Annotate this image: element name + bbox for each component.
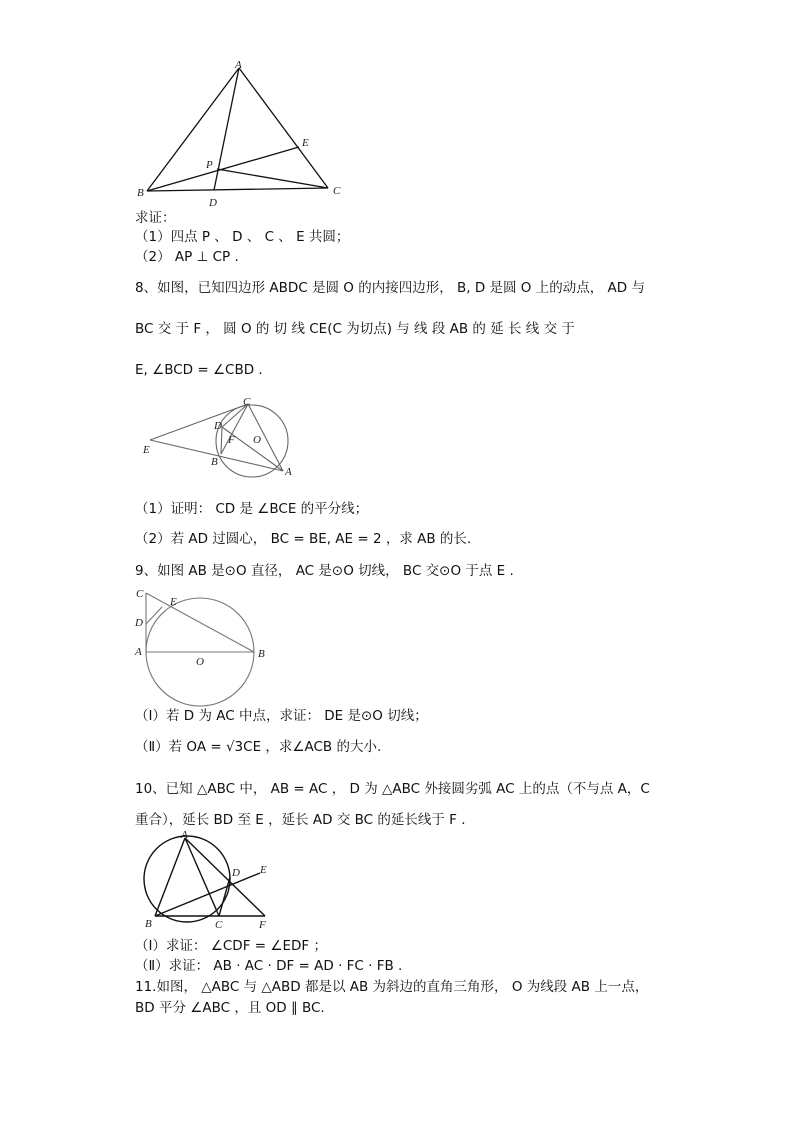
p8-line1: 8、如图，已知四边形 ABDC 是圆 O 的内接四边形， B, D 是圆 O 上的动点， AD 与 [135,280,645,296]
label-A: A [285,466,292,478]
p9-q2: （Ⅱ）若 OA = √3CE ，求∠ACB 的大小. [135,739,382,755]
p10-line1: 10、已知 △ABC 中， AB = AC ， D 为 △ABC 外接圆劣弧 AC 上的点（不与点 A，C [135,781,650,797]
label-B: B [258,648,265,660]
label-E: E [170,596,177,608]
label-A: A [135,646,142,658]
label-D: D [232,867,240,879]
figure-circumcircle-abc [135,829,275,935]
label-E: E [302,137,309,149]
label-D: D [214,420,222,432]
p8-line2: BC 交 于 F ， 圆 O 的 切 线 CE(C 为切点) 与 线 段 AB 的 延 长 线 交 于 [135,321,575,337]
p10-q2: （Ⅱ）求证： AB · AC · DF = AD · FC · FB . [135,958,403,974]
p10-line2: 重合），延长 BD 至 E ，延长 AD 交 BC 的延长线于 F . [135,812,466,828]
label-E: E [143,444,150,456]
label-B: B [137,187,144,199]
label-O: O [253,434,261,446]
p11-line1: 11.如图， △ABC 与 △ABD 都是以 AB 为斜边的直角三角形， O 为线段 AB 上一点， [135,979,649,995]
p9-q1: （Ⅰ）若 D 为 AC 中点，求证： DE 是⊙O 切线； [135,708,428,724]
label-F: F [259,919,266,931]
label-D: D [135,617,143,629]
label-D: D [209,197,217,209]
p8-q2: （2）若 AD 过圆心， BC = BE, AE = 2 ，求 AB 的长. [135,531,472,547]
p9-line1: 9、如图 AB 是⊙O 直径， AC 是⊙O 切线， BC 交⊙O 于点 E . [135,563,514,579]
figure-circle-diameter-ab [130,585,275,705]
figure-triangle-apd [135,58,350,208]
label-A: A [235,59,242,71]
p7-q2: （2） AP ⊥ CP . [135,249,239,265]
p11-line2: BD 平分 ∠ABC ，且 OD ∥ BC. [135,1000,325,1016]
p8-q1: （1）证明： CD 是 ∠BCE 的平分线； [135,501,369,517]
figure-circle-tangent-ce [140,395,300,485]
label-F: F [228,434,235,446]
label-B: B [211,456,218,468]
label-C: C [243,396,251,408]
label-C: C [333,185,341,197]
label-E: E [260,864,267,876]
p7-prove: 求证： [135,210,176,226]
label-O: O [196,656,204,668]
label-C: C [136,588,144,600]
label-B: B [145,918,152,930]
label-C: C [215,919,223,931]
label-A: A [181,829,188,841]
p7-q1: （1）四点 P 、 D 、 C 、 E 共圆； [135,229,350,245]
label-P: P [206,159,213,171]
p10-q1: （Ⅰ）求证： ∠CDF = ∠EDF ； [135,938,327,954]
p8-line3: E, ∠BCD = ∠CBD . [135,362,263,378]
